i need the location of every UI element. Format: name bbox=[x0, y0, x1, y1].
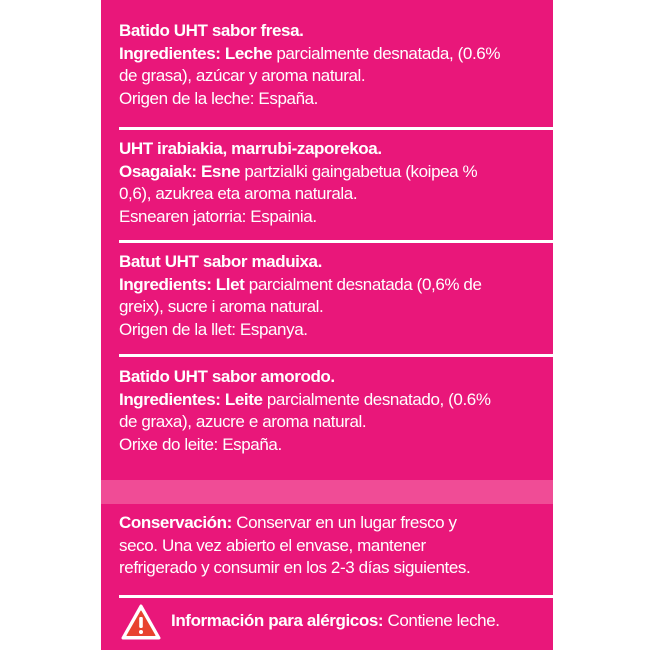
conservation-text-cont: seco. Una vez abierto el envase, mantener bbox=[119, 535, 426, 555]
ingredients-line bbox=[119, 389, 539, 412]
divider bbox=[119, 595, 553, 598]
ingredients-line bbox=[119, 161, 539, 184]
ingredients-label: Ingredients: Llet bbox=[119, 274, 245, 294]
ingredients-line bbox=[119, 43, 539, 66]
section-title: Batido UHT sabor amorodo. bbox=[119, 367, 335, 386]
conservation-text-cont: refrigerado y consumir en los 2-3 días siguientes. bbox=[119, 558, 471, 577]
allergen-section bbox=[101, 603, 553, 650]
ingredients-text-cont: de grasa), azúcar y aroma natural. bbox=[119, 66, 366, 85]
origin-text: Origen de la llet: Espanya. bbox=[119, 319, 308, 339]
ingredients-text: parcialmente desnatada, (0.6% bbox=[272, 43, 501, 63]
ingredients-line bbox=[119, 274, 539, 297]
ingredients-text-cont: 0,6), azukrea eta aroma naturala. bbox=[119, 184, 358, 203]
ingredients-text: parcialmente desnatado, (0.6% bbox=[262, 389, 491, 409]
origin-text: Orixe do leite: España. bbox=[119, 434, 282, 454]
allergen-label: Información para alérgicos: bbox=[171, 611, 384, 630]
section-basque bbox=[119, 138, 539, 228]
allergen-line bbox=[171, 611, 500, 631]
section-title: Batut UHT sabor maduixa. bbox=[119, 252, 322, 271]
section-spanish bbox=[119, 20, 539, 110]
divider bbox=[119, 354, 553, 357]
origin-text: Origen de la leche: España. bbox=[119, 88, 319, 108]
ingredients-label: Ingredientes: Leche bbox=[119, 43, 272, 63]
section-title: UHT irabiakia, marrubi-zaporekoa. bbox=[119, 139, 382, 158]
label-panel bbox=[101, 0, 553, 650]
separator-band bbox=[101, 480, 553, 504]
divider bbox=[119, 240, 553, 243]
divider bbox=[119, 127, 553, 130]
allergen-text: Contiene leche. bbox=[383, 611, 500, 630]
conservation-text: Conservar en un lugar fresco y bbox=[231, 513, 457, 532]
section-title: Batido UHT sabor fresa. bbox=[119, 21, 304, 40]
conservation-line bbox=[119, 512, 539, 535]
ingredients-text: parcialment desnatada (0,6% de bbox=[244, 274, 482, 294]
ingredients-label: Osagaiak: Esne bbox=[119, 161, 241, 181]
ingredients-label: Ingredientes: Leite bbox=[119, 389, 263, 409]
origin-text: Esnearen jatorria: Espainia. bbox=[119, 206, 317, 226]
ingredients-text: partzialki gaingabetua (koipea % bbox=[240, 161, 478, 181]
ingredients-text-cont: greix), sucre i aroma natural. bbox=[119, 297, 324, 316]
section-catalan bbox=[119, 251, 539, 341]
conservation-label: Conservación: bbox=[119, 513, 232, 532]
ingredients-text-cont: de graxa), azucre e aroma natural. bbox=[119, 412, 367, 431]
conservation-section bbox=[119, 512, 539, 580]
warning-triangle-icon bbox=[121, 604, 161, 640]
section-galician bbox=[119, 366, 539, 456]
